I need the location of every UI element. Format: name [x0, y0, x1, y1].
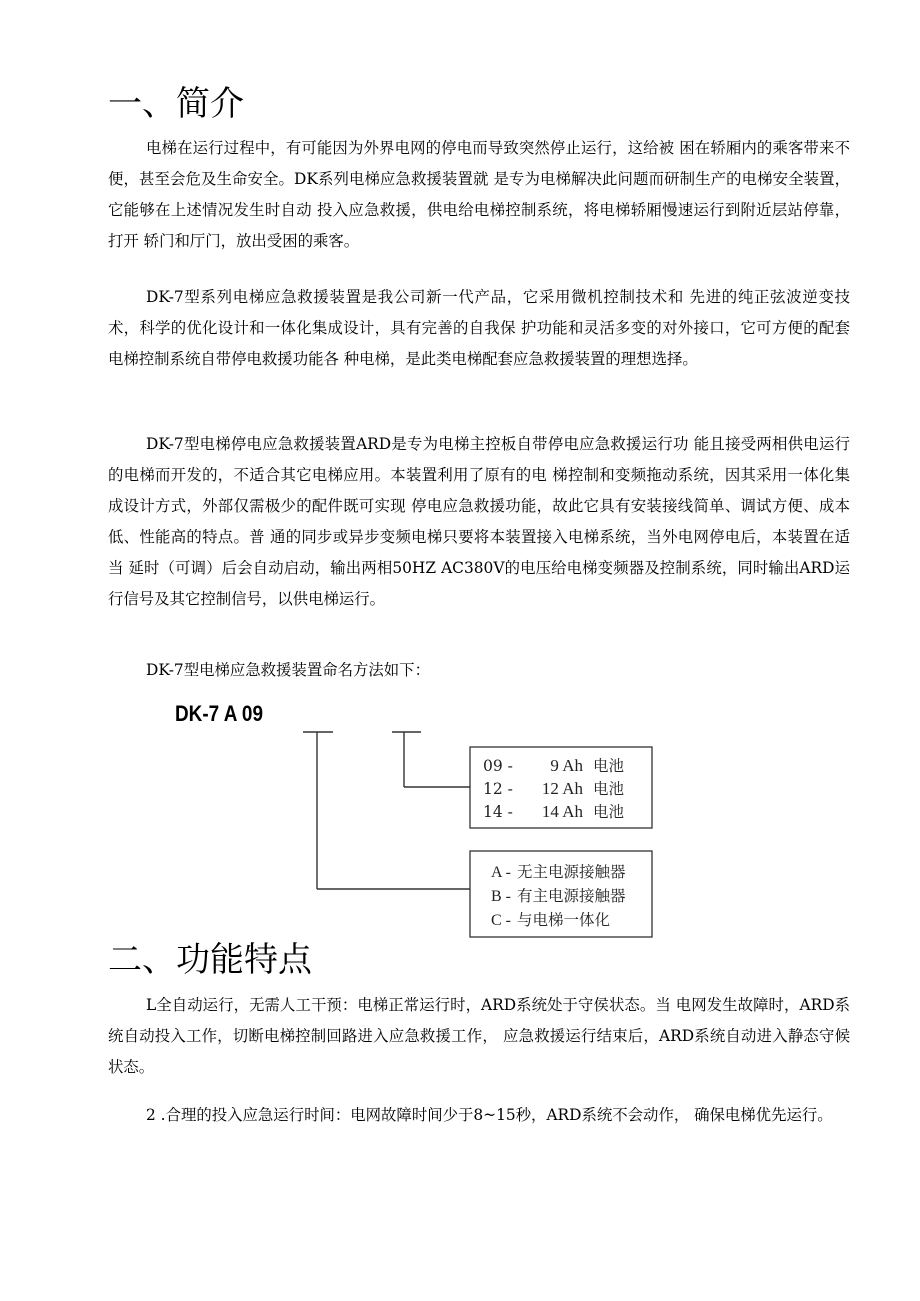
- model-code-label: DK-7 A 09: [175, 701, 263, 726]
- intro-paragraph-1: 电梯在运行过程中，有可能因为外界电网的停电而导致突然停止运行，这给被 困在轿厢内的乘客带来不便，甚至会危及生命安全。DK系列电梯应急救援装置就 是专为电梯解决此问题而研制生产的电梯安全装置，它能够在上述情况发生时自动 投入应急救援，供电给电梯控制系统，将电梯轿厢慢速运行到附近层站停靠，打开 轿门和厅门，放出受困的乘客。: [108, 139, 850, 250]
- contactor-option-code: C -: [491, 912, 511, 929]
- battery-option: [483, 801, 624, 823]
- battery-option-capacity: 12 Ah: [541, 779, 583, 798]
- intro-heading: 一、简介: [108, 84, 244, 124]
- contactor-option-label: 无主电源接触器: [517, 863, 626, 881]
- contactor-option: [491, 909, 610, 932]
- contactor-option-label: 有主电源接触器: [517, 887, 626, 905]
- battery-option-capacity: 9 Ah: [550, 756, 583, 775]
- contactor-option: [491, 885, 626, 908]
- battery-option-label: 电池: [593, 780, 625, 798]
- battery-option-capacity: 14 Ah: [541, 802, 583, 821]
- features-paragraph-1: L全自动运行，无需人工干预：电梯正常运行时，ARD系统处于守侯状态。当 电网发生故障时，ARD系统自动投入工作，切断电梯控制回路进入应急救援工作， 应急救援运行结束后，ARD系统自动进入静态守候状态。: [108, 996, 850, 1076]
- battery-option-label: 电池: [593, 757, 625, 775]
- battery-option-code: 12 -: [483, 780, 513, 798]
- contactor-option-label: 与电梯一体化: [517, 911, 611, 929]
- contactor-option-code: B -: [491, 888, 511, 905]
- intro-paragraph-3: DK-7型电梯停电应急救援装置ARD是专为电梯主控板自带停电应急救援运行功 能且接受两相供电运行的电梯而开发的，不适合其它电梯应用。本装置利用了原有的电 梯控制和变频拖动系统，因其采用一体化集成设计方式，外部仅需极少的配件既可实现 停电应急救援功能，故此它具有安装接线简单、调试方便、成本低、性能高的特点。普 通的同步或异步变频电梯只要将本装置接入电梯系统，当外电网停电后，本装置在适当 延时（可调）后会自动启动，输出两相50HZ AC380V的电压给电梯变频器及控制系统，同时输出ARD运行信号及其它控制信号，以供电梯运行。: [108, 435, 850, 608]
- features-heading: 二、功能特点: [108, 940, 312, 980]
- intro-paragraph-2: DK-7型系列电梯应急救援装置是我公司新一代产品，它采用微机控制技术和 先进的纯正弦波逆变技术，科学的优化设计和一体化集成设计，具有完善的自我保 护功能和灵活多变的对外接口，它可方便的配套电梯控制系统自带停电救援功能各 种电梯，是此类电梯配套应急救援装置的理想选择。: [108, 288, 850, 368]
- battery-option: [483, 778, 624, 800]
- battery-option-label: 电池: [593, 803, 625, 821]
- features-paragraph-2: 2 .合理的投入应急运行时间：电网故障时间少于8~15秒，ARD系统不会动作， 确保电梯优先运行。: [146, 1106, 833, 1124]
- contactor-option: [491, 861, 626, 884]
- battery-option: [483, 755, 624, 777]
- naming-intro-paragraph: DK-7型电梯应急救援装置命名方法如下：: [146, 661, 430, 679]
- battery-option-code: 14 -: [483, 803, 513, 821]
- contactor-option-code: A -: [491, 864, 511, 881]
- battery-option-code: 09 -: [483, 757, 513, 775]
